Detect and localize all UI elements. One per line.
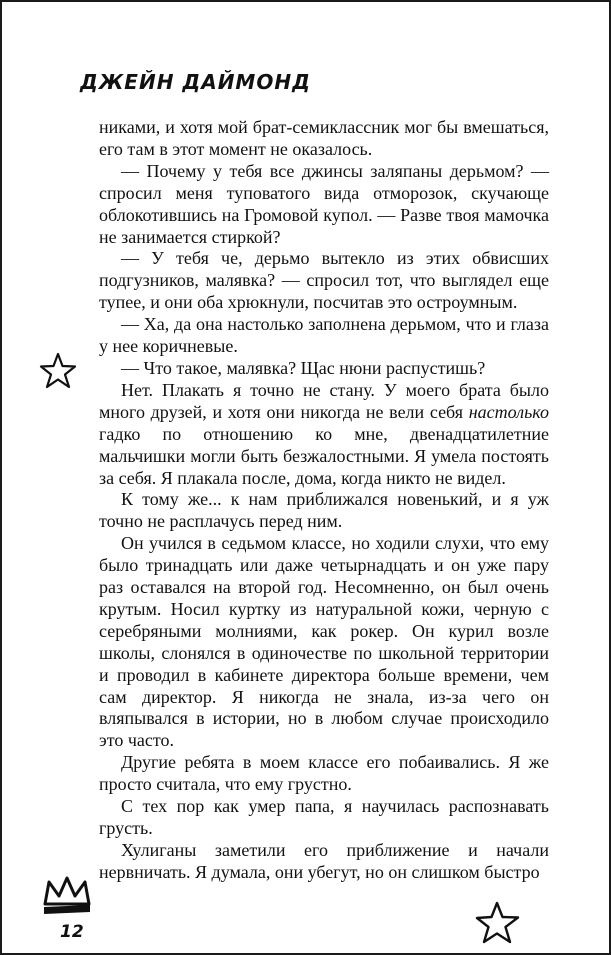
star-outline-icon: [474, 899, 522, 947]
paragraph: — Ха, да она настолько заполнена дерьмом, что и глаза у нее коричневые.: [99, 314, 549, 357]
paragraph: — Почему у тебя все джинсы заляпаны дерьмом? — спросил меня туповатого вида отморозок, скучающе облокотившись на Громовой купол. — Разве твоя мамочка не занимается стиркой?: [99, 160, 549, 247]
paragraph: никами, и хотя мой брат-семиклассник мог бы вмешаться, его там в этот момент не оказалось.: [99, 117, 549, 159]
paragraph: — У тебя че, дерьмо вытекло из этих обвисших подгузников, малявка? — спросил тот, что выглядел еще тупее, и они оба хрюкнули, посчитав это остроумным.: [99, 248, 549, 313]
star-outline-icon: [38, 351, 78, 391]
paragraph: [99, 380, 549, 490]
emphasis-text: настолько: [468, 401, 549, 422]
page-number: 12: [60, 922, 84, 942]
paragraph: — Что такое, малявка? Щас нюни распустишь?: [121, 357, 486, 378]
paragraph: Другие ребята в моем классе его побаивались. Я же просто считала, что ему грустно.: [99, 752, 549, 795]
running-title: ДЖЕЙН ДАЙМОНД: [80, 70, 311, 94]
paragraph-text: гадко по отношению ко мне, двенадцатилетние мальчишки могли быть безжалостными. Я умела постоять за себя. Я плакала после, дома, когда никто не видел.: [99, 423, 549, 488]
paragraph-text: Нет. Плакать я точно не стану. У моего брата было много друзей, и хотя они никогда не вели себя: [99, 379, 549, 422]
crown-icon: [40, 874, 94, 918]
paragraph: К тому же... к нам приближался новенький, и я уж точно не расплачусь перед ним.: [99, 489, 549, 532]
body-text: [99, 117, 549, 884]
paragraph: Он учился в седьмом классе, но ходили слухи, что ему было тринадцать или даже четырнадцать и он уже пару раз оставался на второй год. Несомненно, он был очень крутым. Носил куртку из натуральной кожи, черную с серебряными молниями, как рокер. Он курил возле школы, слонялся в одиночестве по школьной территории и проводил в кабинете директора больше времени, чем сам директор. Я никогда не знала, из-за чего он вляпывался в истории, но в любом случае происходило это часто.: [99, 533, 549, 751]
paragraph: Хулиганы заметили его приближение и начали нервничать. Я думала, они убегут, но он слишком быстро: [99, 839, 549, 882]
paragraph: С тех пор как умер папа, я научилась распознавать грусть.: [99, 796, 549, 838]
